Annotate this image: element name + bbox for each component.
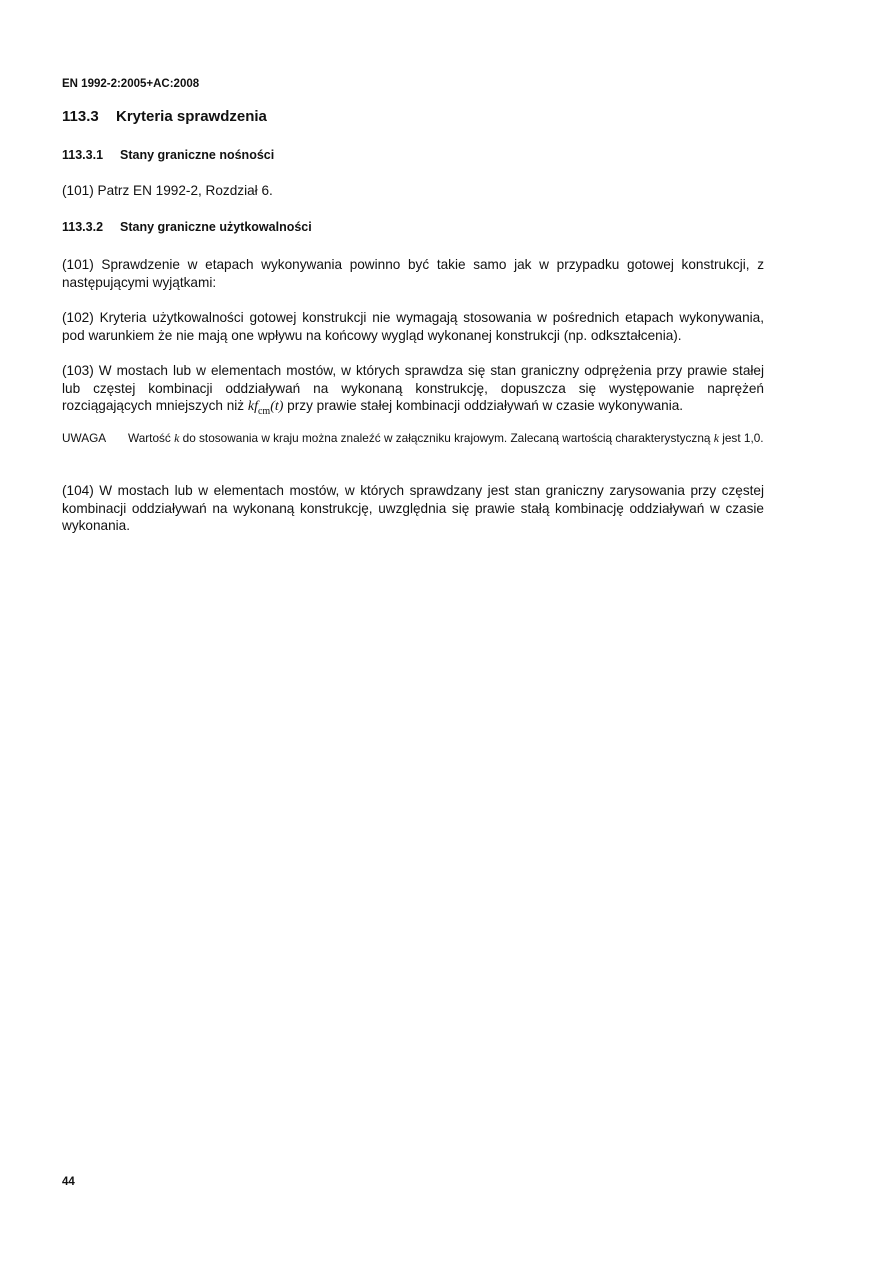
note-uwaga	[62, 430, 764, 447]
paragraph-103-text-a: (103) W mostach lub w elementach mostów, w których sprawdza się stan graniczny odprężenia przy prawie stałej lub częstej kombinacji oddziaływań na wykonaną konstrukcję, dopuszcza się występowanie naprężeń rozciągających mniejszych niż	[62, 363, 764, 413]
paragraph-101-sls: (101) Sprawdzenie w etapach wykonywania powinno być takie samo jak w przypadku gotowej konstrukcji, z następującymi wyjątkami:	[62, 257, 764, 290]
section-heading	[62, 108, 267, 125]
formula-subscript: cm	[257, 405, 271, 417]
note-text-a: Wartość	[128, 431, 175, 445]
note-text-b: do stosowania w kraju można znaleźć w załączniku krajowym. Zalecaną wartością charakterystyczną	[179, 431, 714, 445]
paragraph-103	[62, 362, 764, 420]
note-symbol-k: k	[713, 431, 719, 445]
subsection-title: Stany graniczne nośności	[120, 148, 275, 162]
section-title: Kryteria sprawdzenia	[116, 108, 267, 125]
subsection-title: Stany graniczne użytkowalności	[120, 220, 312, 234]
paragraph-101-uls: (101) Patrz EN 1992-2, Rozdział 6.	[62, 183, 273, 198]
paragraph-102: (102) Kryteria użytkowalności gotowej konstrukcji nie wymagają stosowania w pośrednich etapach wykonywania, pod warunkiem że nie mają one wpływu na końcowy wygląd wykonanej konstrukcji (np. odkształcenia).	[62, 310, 764, 343]
paragraph-103-text-b: przy prawie stałej kombinacji oddziaływań w czasie wykonywania.	[283, 398, 684, 413]
standard-header: EN 1992-2:2005+AC:2008	[62, 78, 200, 90]
note-label: UWAGA	[62, 431, 107, 445]
formula-k-fcm-t	[247, 399, 284, 417]
note-text-c: jest 1,0.	[718, 431, 764, 445]
section-number: 113.3	[62, 108, 99, 125]
subsection-heading-113-3-2	[62, 220, 312, 234]
note-symbol-k: k	[174, 431, 180, 445]
subsection-number: 113.3.1	[62, 148, 104, 162]
page-number: 44	[62, 1176, 75, 1188]
subsection-number: 113.3.2	[62, 220, 104, 234]
formula-kf: kf	[247, 399, 258, 414]
subsection-heading-113-3-1	[62, 148, 274, 162]
formula-t: (t)	[270, 399, 284, 414]
paragraph-104: (104) W mostach lub w elementach mostów, w których sprawdzany jest stan graniczny zarysowania przy częstej kombinacji oddziaływań na wykonaną konstrukcję, uwzględnia się prawie stałą kombinację oddziaływań w czasie wykonania.	[62, 483, 764, 533]
